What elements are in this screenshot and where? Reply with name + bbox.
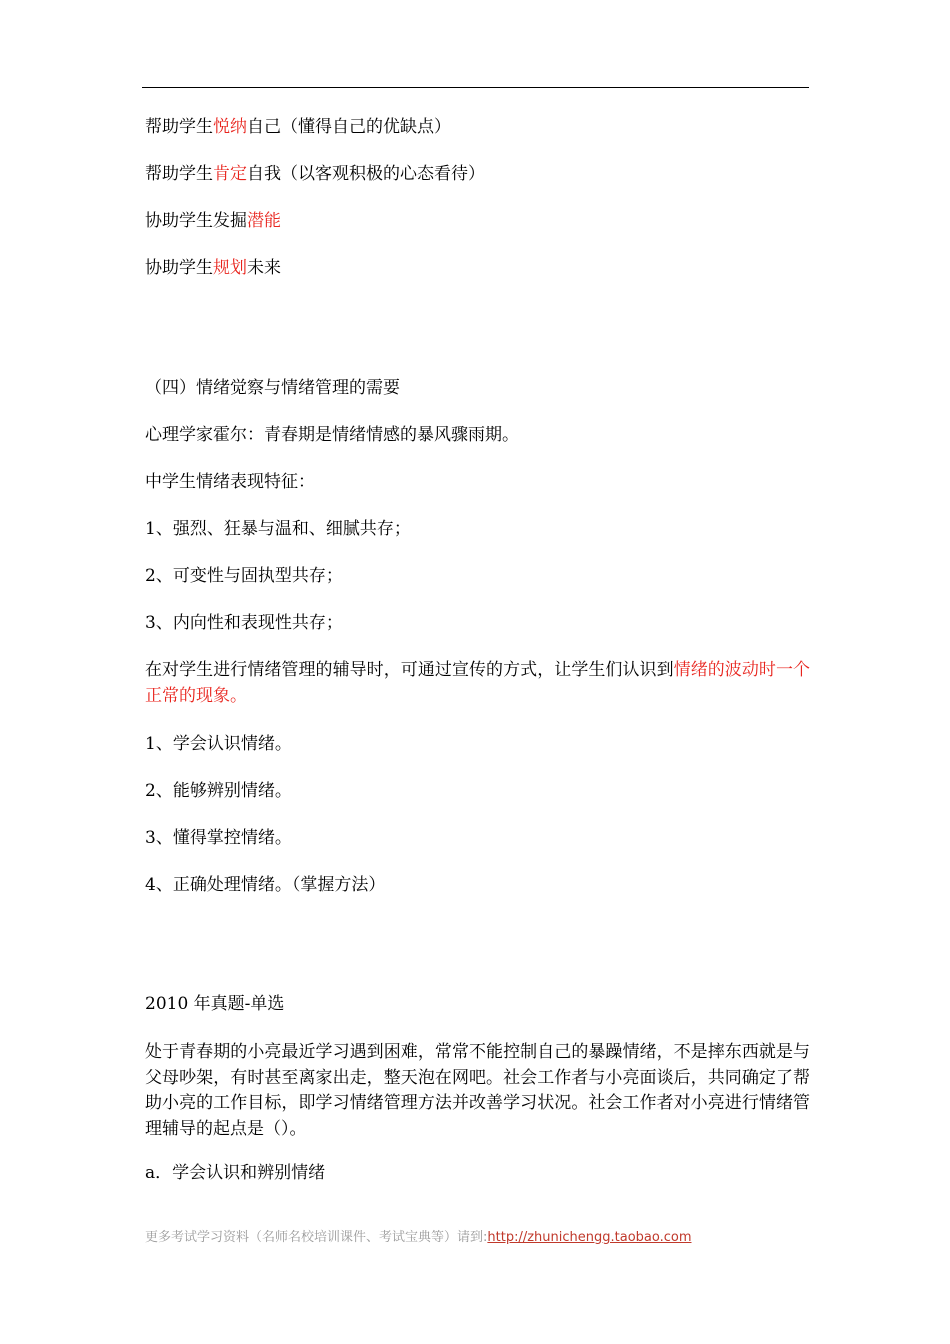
exam-title: 2010 年真题-单选 — [145, 994, 285, 1014]
step-item: 3、懂得掌控情绪。 — [145, 828, 292, 848]
exam-question: 处于青春期的小亮最近学习遇到困难，常常不能控制自己的暴躁情绪，不是摔东西就是与父母吵架，有时甚至离家出走，整天泡在网吧。社会工作者与小亮面谈后，共同确定了帮助小亮的工作目标，即学习情绪管理方法并改善学习状况。社会工作者对小亮进行情绪管理辅导的起点是（）。 — [145, 1042, 810, 1139]
goal-line: 帮助学生悦纳自己（懂得自己的优缺点） — [145, 117, 451, 137]
step-item: 1、学会认识情绪。 — [145, 734, 292, 754]
feature-item: 3、内向性和表现性共存； — [145, 613, 343, 633]
features-title: 中学生情绪表现特征： — [145, 472, 315, 492]
goal-line: 帮助学生肯定自我（以客观积极的心态看待） — [145, 164, 485, 184]
exam-option-a: a．学会认识和辨别情绪 — [145, 1163, 326, 1183]
guidance-paragraph: 在对学生进行情绪管理的辅导时，可通过宣传的方式，让学生们认识到情绪的波动时一个正常的现象。 — [145, 660, 811, 706]
feature-item: 1、强烈、狂暴与温和、细腻共存； — [145, 519, 411, 539]
header-rule — [142, 87, 809, 88]
footer-promo — [145, 1226, 692, 1245]
feature-item: 2、可变性与固执型共存； — [145, 566, 343, 586]
quote-line: 心理学家霍尔：青春期是情绪情感的暴风骤雨期。 — [145, 425, 519, 445]
goal-line: 协助学生发掘潜能 — [145, 211, 281, 231]
section-heading: （四）情绪觉察与情绪管理的需要 — [145, 378, 400, 398]
footer-text: 更多考试学习资料（名师名校培训课件、考试宝典等）请到: — [145, 1230, 488, 1245]
step-item: 2、能够辨别情绪。 — [145, 781, 292, 801]
goal-line: 协助学生规划未来 — [145, 258, 281, 278]
footer-link[interactable]: http://zhunichengg.taobao.com — [487, 1230, 692, 1245]
step-item: 4、正确处理情绪。（掌握方法） — [145, 875, 386, 895]
